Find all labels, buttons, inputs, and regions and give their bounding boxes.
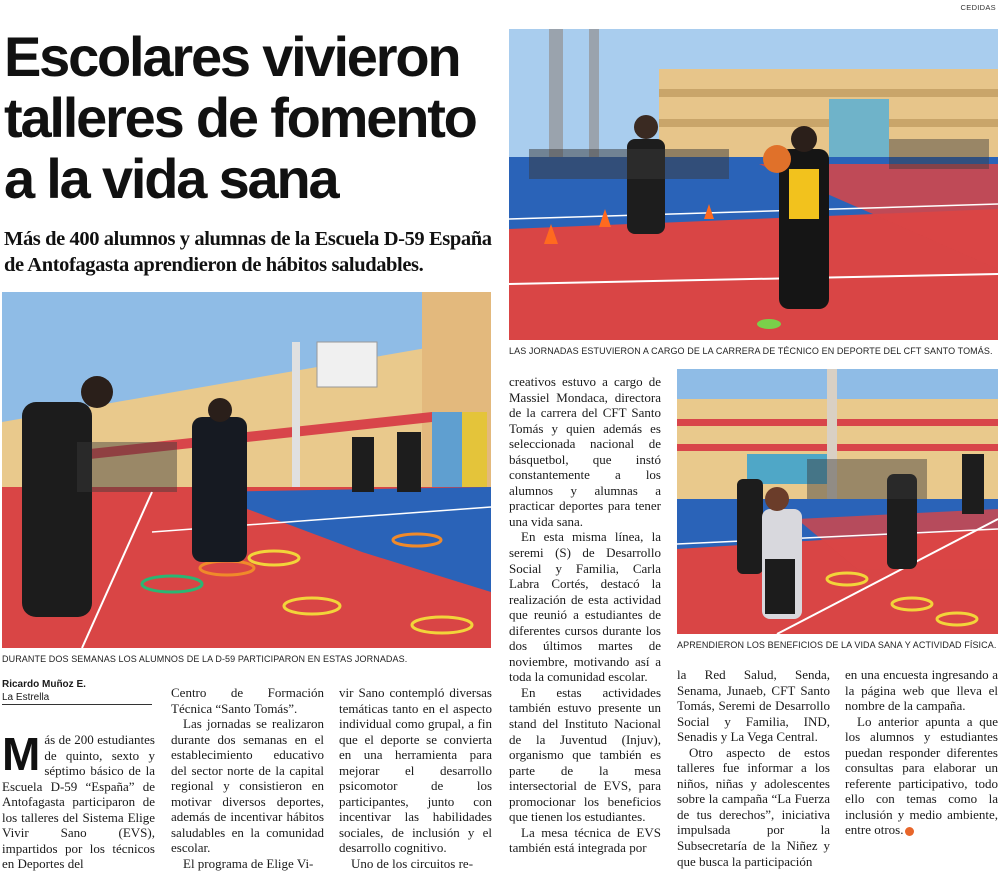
byline-outlet: La Estrella	[2, 692, 50, 703]
headline-line-1: Escolares vivieron	[4, 25, 460, 88]
photo-basketball-court	[509, 29, 998, 340]
article-paragraph: La mesa técnica de EVS también está integrada por	[509, 824, 661, 856]
article-column-3	[339, 685, 492, 872]
end-of-article-icon	[905, 827, 914, 836]
photo-hoops-circuit	[2, 292, 491, 648]
article-column-2	[171, 685, 324, 872]
caption-right-photo: APRENDIERON LOS BENEFICIOS DE LA VIDA SANA Y ACTIVIDAD FÍSICA.	[677, 640, 997, 650]
article-column-4	[509, 374, 661, 856]
deck-subheadline: Más de 400 alumnos y alumnas de la Escuela D-59 España de Antofagasta aprendieron de hábitos saludables.	[4, 228, 492, 276]
article-paragraph: la Red Salud, Senda, Senama, Junaeb, CFT Santo Tomás, Seremi de Desarrollo Social y Familia, IND, Senadis y La Vega Central.	[677, 667, 830, 745]
article-column-1	[2, 728, 155, 872]
photo-circuit-activity	[677, 369, 998, 634]
byline	[2, 678, 86, 704]
article-paragraph: Lo anterior apunta a que los alumnos y estudiantes puedan responder diferentes consultas para elaborar un referente participativo, todo ello con temas como la inclusión y medio ambiente, entre otros.	[845, 713, 998, 838]
byline-author: Ricardo Muñoz E.	[2, 679, 86, 690]
article-paragraph: Otro aspecto de estos talleres fue informar a los niños, niñas y adolescentes sobre la campaña “La Fuerza de tus derechos”, iniciativa impulsada por la Subsecretaría de la Niñez y que busca la participación	[677, 744, 830, 869]
headline-line-3: a la vida sana	[4, 147, 338, 210]
headline	[4, 26, 499, 209]
article-paragraph: Uno de los circuitos re-	[351, 856, 474, 872]
photo-credit: CEDIDAS	[960, 3, 996, 12]
article-paragraph: Más de 200 estudiantes de quinto, sexto y séptimo básico de la Escuela D-59 “España” de Antofagasta participaron de los talleres del Sistema Elige Vivir Sano (EVS), impartidos por los técnicos en Deportes del	[2, 728, 155, 872]
article-paragraph: En esta misma línea, la seremi (S) de Desarrollo Social y Familia, Carla Labra Cortés, destacó la realización de esta actividad que reunió a estudiantes de diferentes cursos durante los dos últimos martes de noviembre, motivando así a toda la comunidad escolar.	[509, 529, 661, 685]
article-paragraph: en una encuesta ingresando a la página web que lleva el nombre de la campaña.	[845, 667, 998, 714]
article-column-5	[677, 667, 830, 869]
headline-line-2: talleres de fomento	[4, 86, 476, 149]
article-paragraph: Centro de Formación Técnica “Santo Tomás”.	[171, 685, 324, 716]
byline-divider	[2, 704, 152, 705]
article-paragraph: vir Sano contempló diversas temáticas tanto en el aspecto individual como grupal, a fin que el deporte se convierta en una herramienta para mejorar el desarrollo psicomotor de los participantes, junto con incentivar las habilidades sociales, de inclusión y el desarrollo cognitivo.	[339, 685, 492, 856]
article-paragraph: El programa de Elige Vi-	[183, 856, 314, 872]
article-paragraph: Las jornadas se realizaron durante dos semanas en el establecimiento educativo del sector norte de la capital regional y consistieron en motivar diversos deportes, además de incentivar hábitos saludables en la comunidad escolar.	[171, 716, 324, 856]
article-paragraph: creativos estuvo a cargo de Massiel Mondaca, directora de la carrera del CFT Santo Tomás y quien además es seleccionada nacional de básquetbol, que instó constantemente a los alumnos y alumnas a practicar deportes para tener una vida sana.	[509, 374, 661, 529]
caption-left-photo: DURANTE DOS SEMANAS LOS ALUMNOS DE LA D-59 PARTICIPARON EN ESTAS JORNADAS.	[2, 654, 408, 664]
article-column-6	[845, 667, 998, 838]
caption-top-photo: LAS JORNADAS ESTUVIERON A CARGO DE LA CARRERA DE TÉCNICO EN DEPORTE DEL CFT SANTO TOMÁS.	[509, 346, 993, 356]
drop-cap: M	[2, 728, 41, 780]
article-paragraph: En estas actividades también estuvo presente un stand del Instituto Nacional de la Juventud (Injuv), organismo que también es parte de la mesa intersectorial de EVS, para promocionar los beneficios que tienen los estudiantes.	[509, 684, 661, 825]
